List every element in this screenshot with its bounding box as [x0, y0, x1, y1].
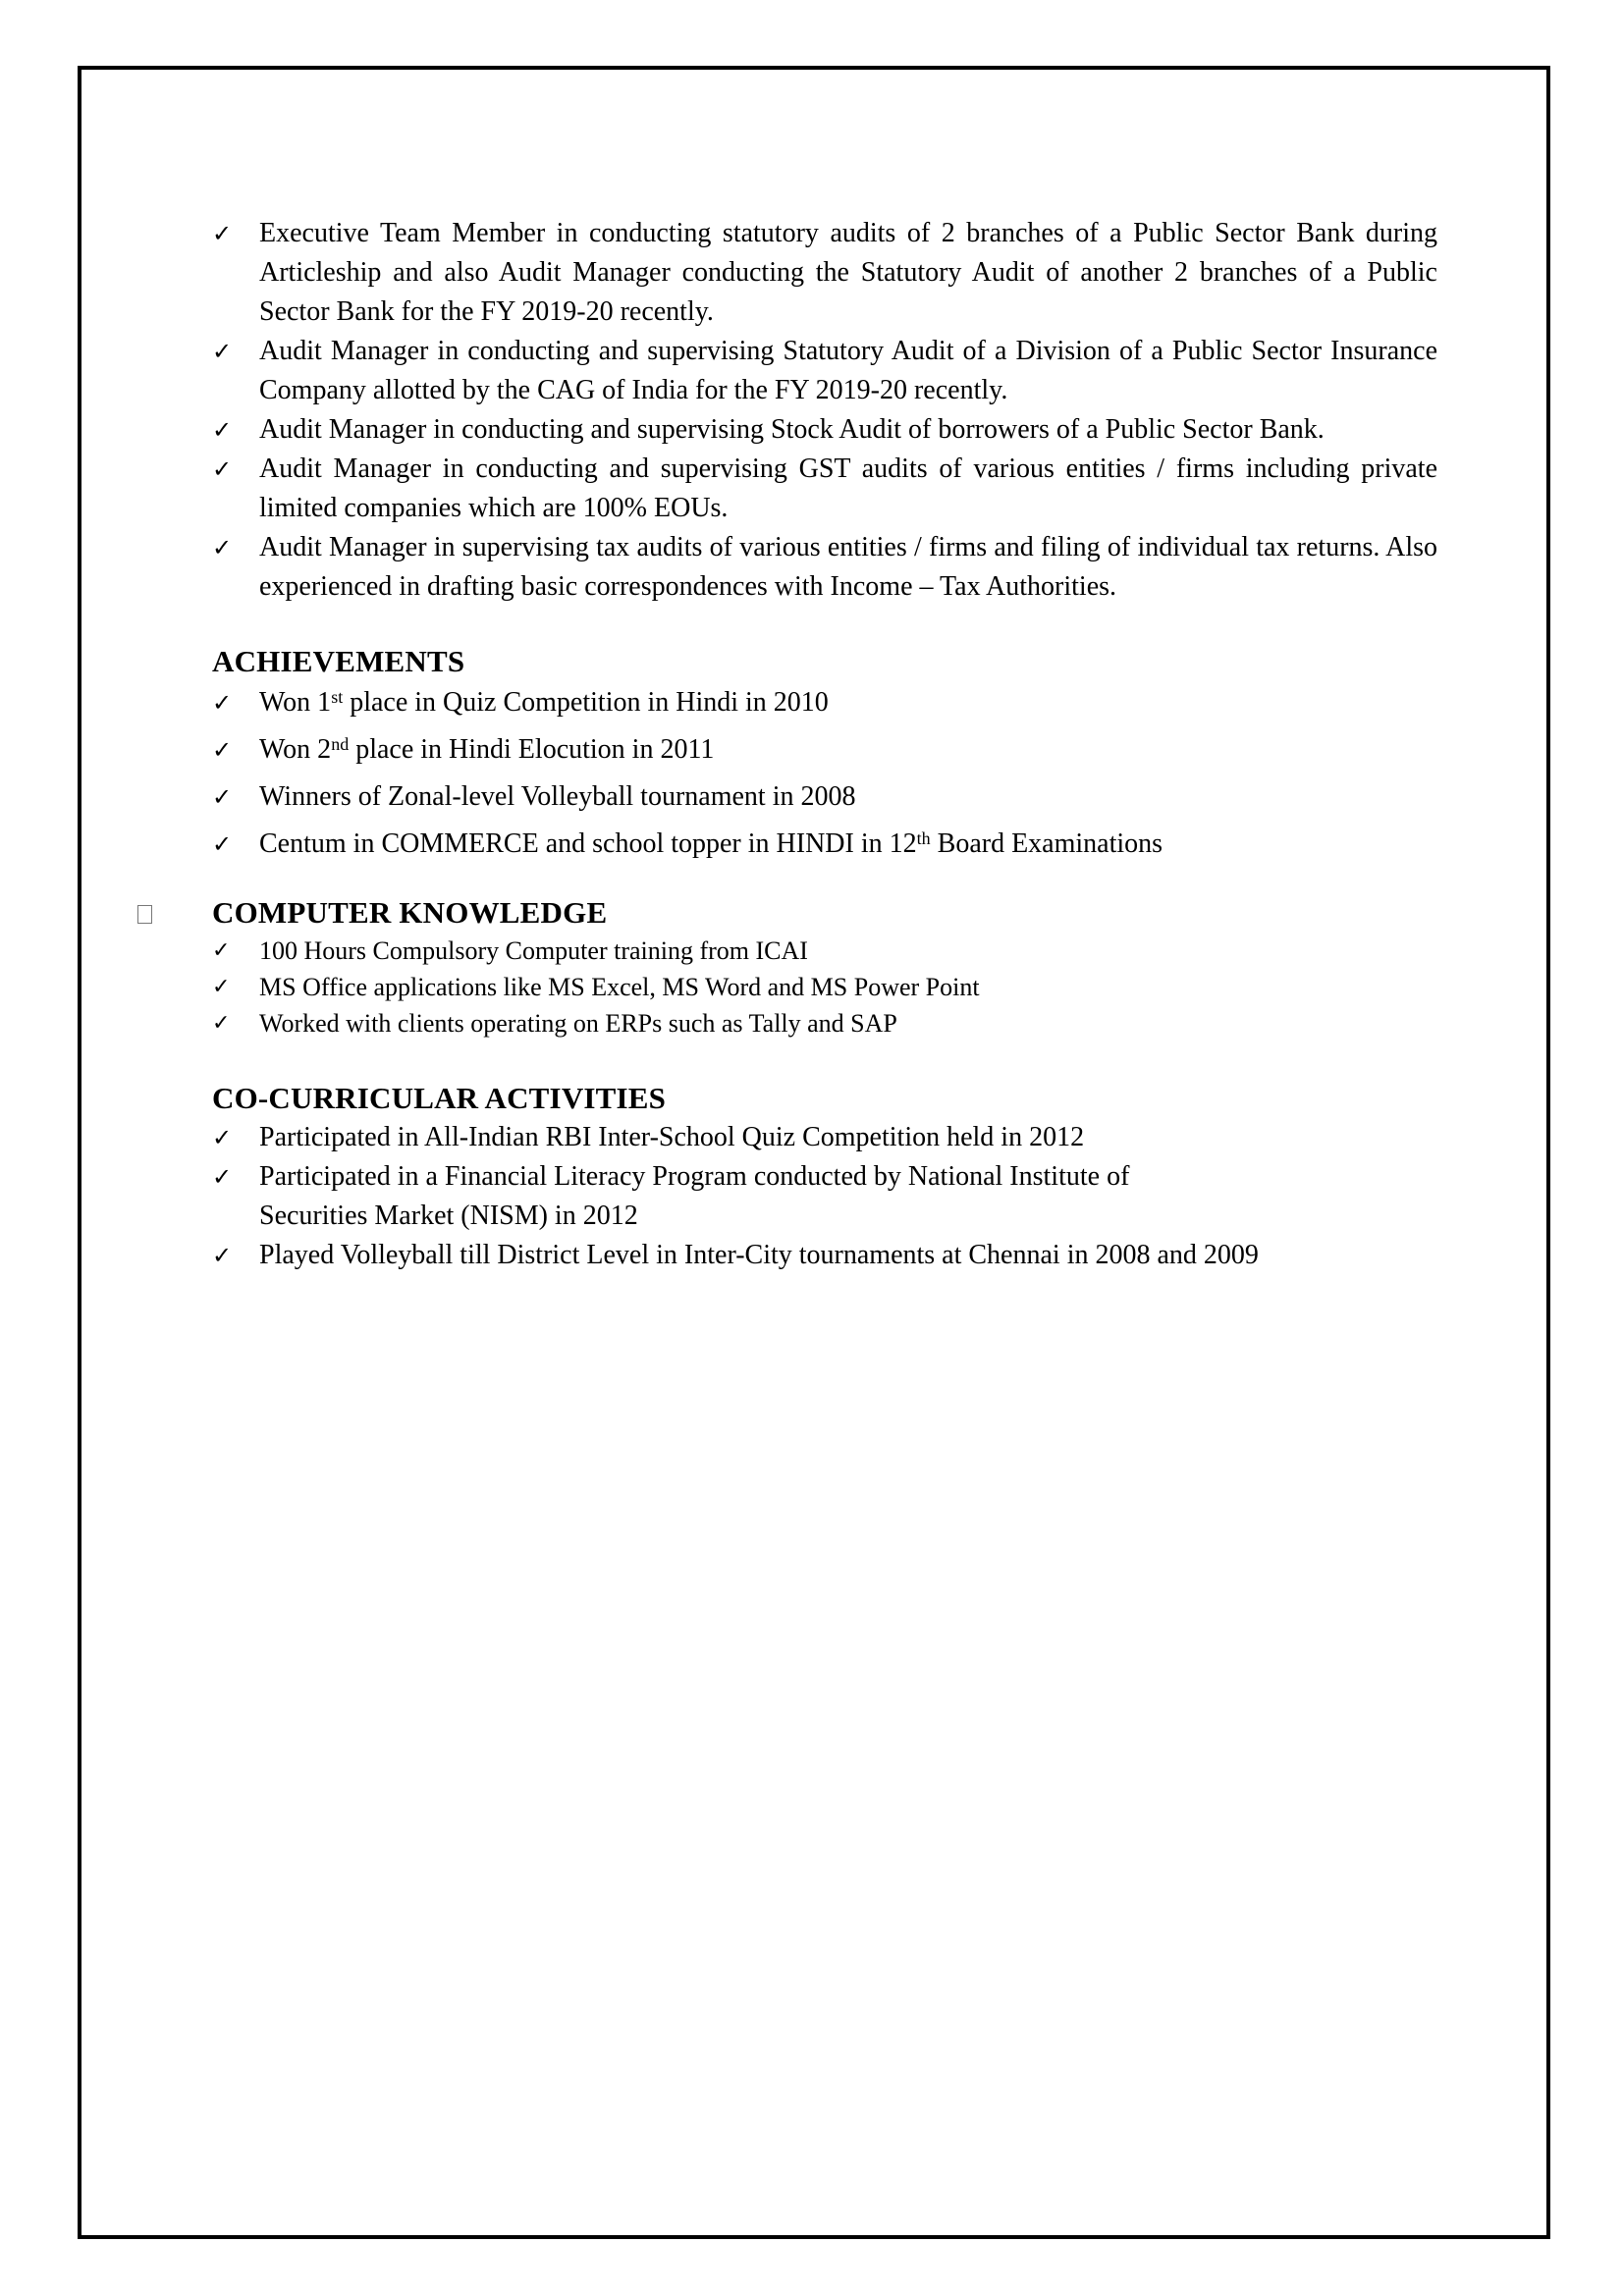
resume-content [212, 214, 1437, 1275]
check-icon: ✓ [212, 455, 233, 483]
ordinal-suffix: nd [331, 734, 350, 754]
co-curricular-heading: CO-CURRICULAR ACTIVITIES [212, 1081, 667, 1115]
empty-glyph-box [137, 905, 152, 924]
list-item-text: Audit Manager in conducting and supervising GST audits of various entities / firms including private limited companies which are 100% EOUs. [259, 454, 1437, 523]
ordinal-suffix: st [331, 687, 344, 707]
check-icon: ✓ [212, 1242, 233, 1269]
list-item [212, 933, 1437, 969]
co-curricular-list [212, 1118, 1341, 1275]
achievements-list [212, 683, 1437, 864]
check-icon: ✓ [212, 975, 231, 999]
achievement-text: Won 2 [259, 734, 332, 765]
list-item-text: Audit Manager in conducting and supervising Stock Audit of borrowers of a Public Sector Bank. [259, 414, 1325, 445]
check-icon: ✓ [212, 1163, 233, 1191]
list-item-text: 100 Hours Compulsory Computer training from ICAI [259, 936, 808, 965]
achievement-text: place in Hindi Elocution in 2011 [349, 734, 715, 765]
check-icon: ✓ [212, 220, 233, 247]
computer-knowledge-list [212, 933, 1437, 1041]
list-item-text: Participated in a Financial Literacy Program conducted by National Institute of Securities Market (NISM) in 2012 [259, 1161, 1130, 1231]
list-item [212, 528, 1437, 607]
list-item [212, 450, 1437, 528]
list-item-text: Worked with clients operating on ERPs such as Tally and SAP [259, 1009, 897, 1038]
check-icon: ✓ [212, 338, 233, 365]
experience-list [212, 214, 1437, 607]
list-item-text: Participated in All-Indian RBI Inter-School Quiz Competition held in 2012 [259, 1122, 1085, 1152]
list-item-text: Audit Manager in conducting and supervising Statutory Audit of a Division of a Public Sector Insurance Company allotted by the CAG of India for the FY 2019-20 recently. [259, 336, 1437, 405]
achievement-text: Won 1 [259, 687, 332, 718]
list-item [212, 410, 1437, 450]
list-item [212, 1236, 1341, 1275]
check-icon: ✓ [212, 1124, 233, 1151]
achievement-text: Board Examinations [930, 828, 1163, 859]
list-item [212, 730, 1437, 770]
list-item [212, 1118, 1341, 1157]
list-item [212, 969, 1437, 1005]
list-item [212, 1157, 1341, 1236]
achievements-heading: ACHIEVEMENTS [212, 644, 465, 678]
check-icon: ✓ [212, 416, 233, 444]
list-item [212, 214, 1437, 332]
check-icon: ✓ [212, 783, 233, 811]
achievement-text: place in Quiz Competition in Hindi in 2010 [343, 687, 829, 718]
list-item [212, 1005, 1437, 1041]
list-item-text: MS Office applications like MS Excel, MS Word and MS Power Point [259, 973, 980, 1001]
achievement-text: Centum in COMMERCE and school topper in HINDI in 12 [259, 828, 917, 859]
check-icon: ✓ [212, 830, 233, 858]
achievement-text: Winners of Zonal-level Volleyball tournament in 2008 [259, 781, 856, 812]
computer-knowledge-heading: COMPUTER KNOWLEDGE [212, 895, 608, 930]
check-icon: ✓ [212, 534, 233, 561]
list-item-text: Played Volleyball till District Level in Inter-City tournaments at Chennai in 2008 and 2009 [259, 1240, 1259, 1270]
check-icon: ✓ [212, 938, 231, 963]
ordinal-suffix: th [916, 828, 931, 848]
check-icon: ✓ [212, 736, 233, 764]
check-icon: ✓ [212, 689, 233, 717]
list-item [212, 825, 1437, 864]
list-item [212, 683, 1437, 722]
check-icon: ✓ [212, 1011, 231, 1036]
list-item [212, 332, 1437, 410]
list-item-text: Audit Manager in supervising tax audits of various entities / firms and filing of individual tax returns. Also experienced in drafting basic correspondences with Income – Tax Authorities. [259, 532, 1437, 602]
list-item-text: Executive Team Member in conducting statutory audits of 2 branches of a Public Sector Bank during Articleship and also Audit Manager conducting the Statutory Audit of another 2 branches of a Public Sector Bank for the FY 2019-20 recently. [259, 218, 1437, 327]
list-item [212, 777, 1437, 817]
